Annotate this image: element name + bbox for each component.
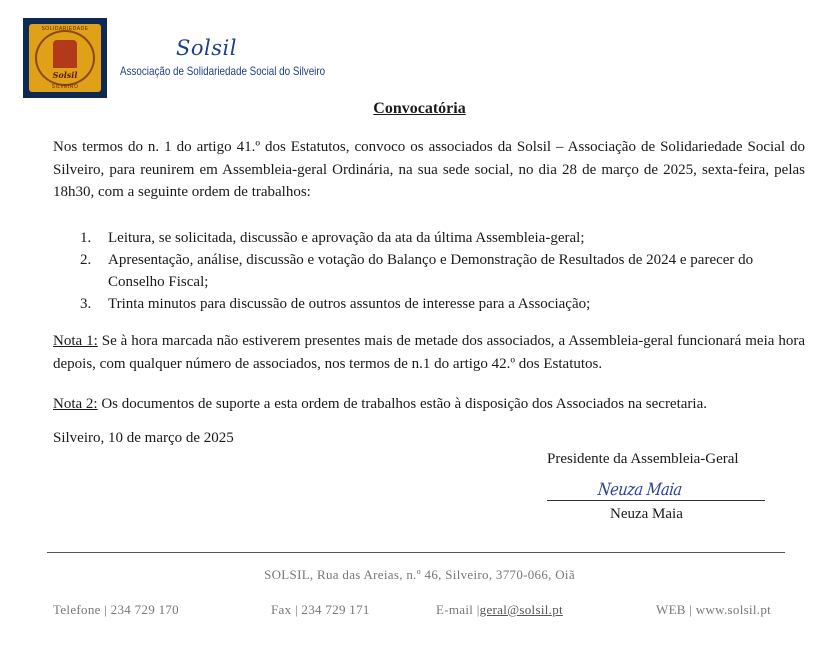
agenda-item xyxy=(80,249,806,293)
footer-divider xyxy=(47,552,785,553)
note-2-label: Nota 2: xyxy=(53,396,98,412)
logo-ring-text-top: SOLIDARIEDADE xyxy=(41,26,89,32)
footer-email-link[interactable]: geral@solsil.pt xyxy=(479,602,563,617)
agenda-item-number: 3. xyxy=(80,296,92,312)
brand-name: Solsil xyxy=(176,36,237,60)
brand-subtitle: Associação de Solidariedade Social do Silveiro xyxy=(120,64,326,78)
agenda-item-text: Apresentação, análise, discussão e votação do Balanço e Demonstração de Resultados de 2024 e parecer do Conselho Fiscal; xyxy=(108,252,754,290)
logo xyxy=(23,18,107,98)
note-1 xyxy=(53,330,805,375)
footer-address: SOLSIL, Rua das Areias, n.º 46, Silveiro, 3770-066, Oiã xyxy=(264,567,575,582)
intro-paragraph: Nos termos do n. 1 do artigo 41.º dos Estatutos, convoco os associados da Solsil – Associação de Solidariedade Social do Silveiro, para reunirem em Assembleia-geral Ordinária, na sua sede social, no dia 28 de março de 2025, sexta-feira, pelas 18h30, com a seguinte ordem de trabalhos: xyxy=(53,139,805,200)
handwritten-signature: Neuza Maia xyxy=(596,480,683,500)
agenda-item-text: Leitura, se solicitada, discussão e aprovação da ata da última Assembleia-geral; xyxy=(108,230,585,246)
note-1-text: Se à hora marcada não estiverem presentes mais de metade dos associados, a Assembleia-geral funcionará meia hora depois, com qualquer número de associados, nos termos de n.1 do artigo 42.º dos Estatutos. xyxy=(53,333,806,372)
footer-phone: Telefone | 234 729 170 xyxy=(53,602,179,617)
note-2 xyxy=(53,393,805,416)
logo-emblem xyxy=(29,24,101,92)
logo-word: Solsil xyxy=(52,70,78,80)
agenda-item-number: 2. xyxy=(80,252,92,268)
place-date: Silveiro, 10 de março de 2025 xyxy=(53,430,234,446)
footer-email-label: E-mail | xyxy=(436,602,480,617)
agenda-item-number: 1. xyxy=(80,230,92,246)
agenda-list xyxy=(80,227,806,315)
signer-name: Neuza Maia xyxy=(610,506,683,522)
footer-email xyxy=(436,602,563,618)
logo-ring-text-bottom: SILVEIRO xyxy=(51,84,79,90)
agenda-item xyxy=(80,227,806,249)
agenda-item xyxy=(80,293,806,315)
signature-line xyxy=(547,500,765,501)
logo-figure-icon xyxy=(53,40,77,68)
note-2-text: Os documentos de suporte a esta ordem de trabalhos estão à disposição dos Associados na secretaria. xyxy=(97,396,707,412)
agenda-item-text: Trinta minutos para discussão de outros assuntos de interesse para a Associação; xyxy=(108,296,591,312)
footer-web: WEB | www.solsil.pt xyxy=(656,602,772,617)
signer-role: Presidente da Assembleia-Geral xyxy=(547,451,739,467)
footer-fax: Fax | 234 729 171 xyxy=(271,602,370,617)
document-title: Convocatória xyxy=(373,100,466,117)
note-1-label: Nota 1: xyxy=(53,333,98,349)
